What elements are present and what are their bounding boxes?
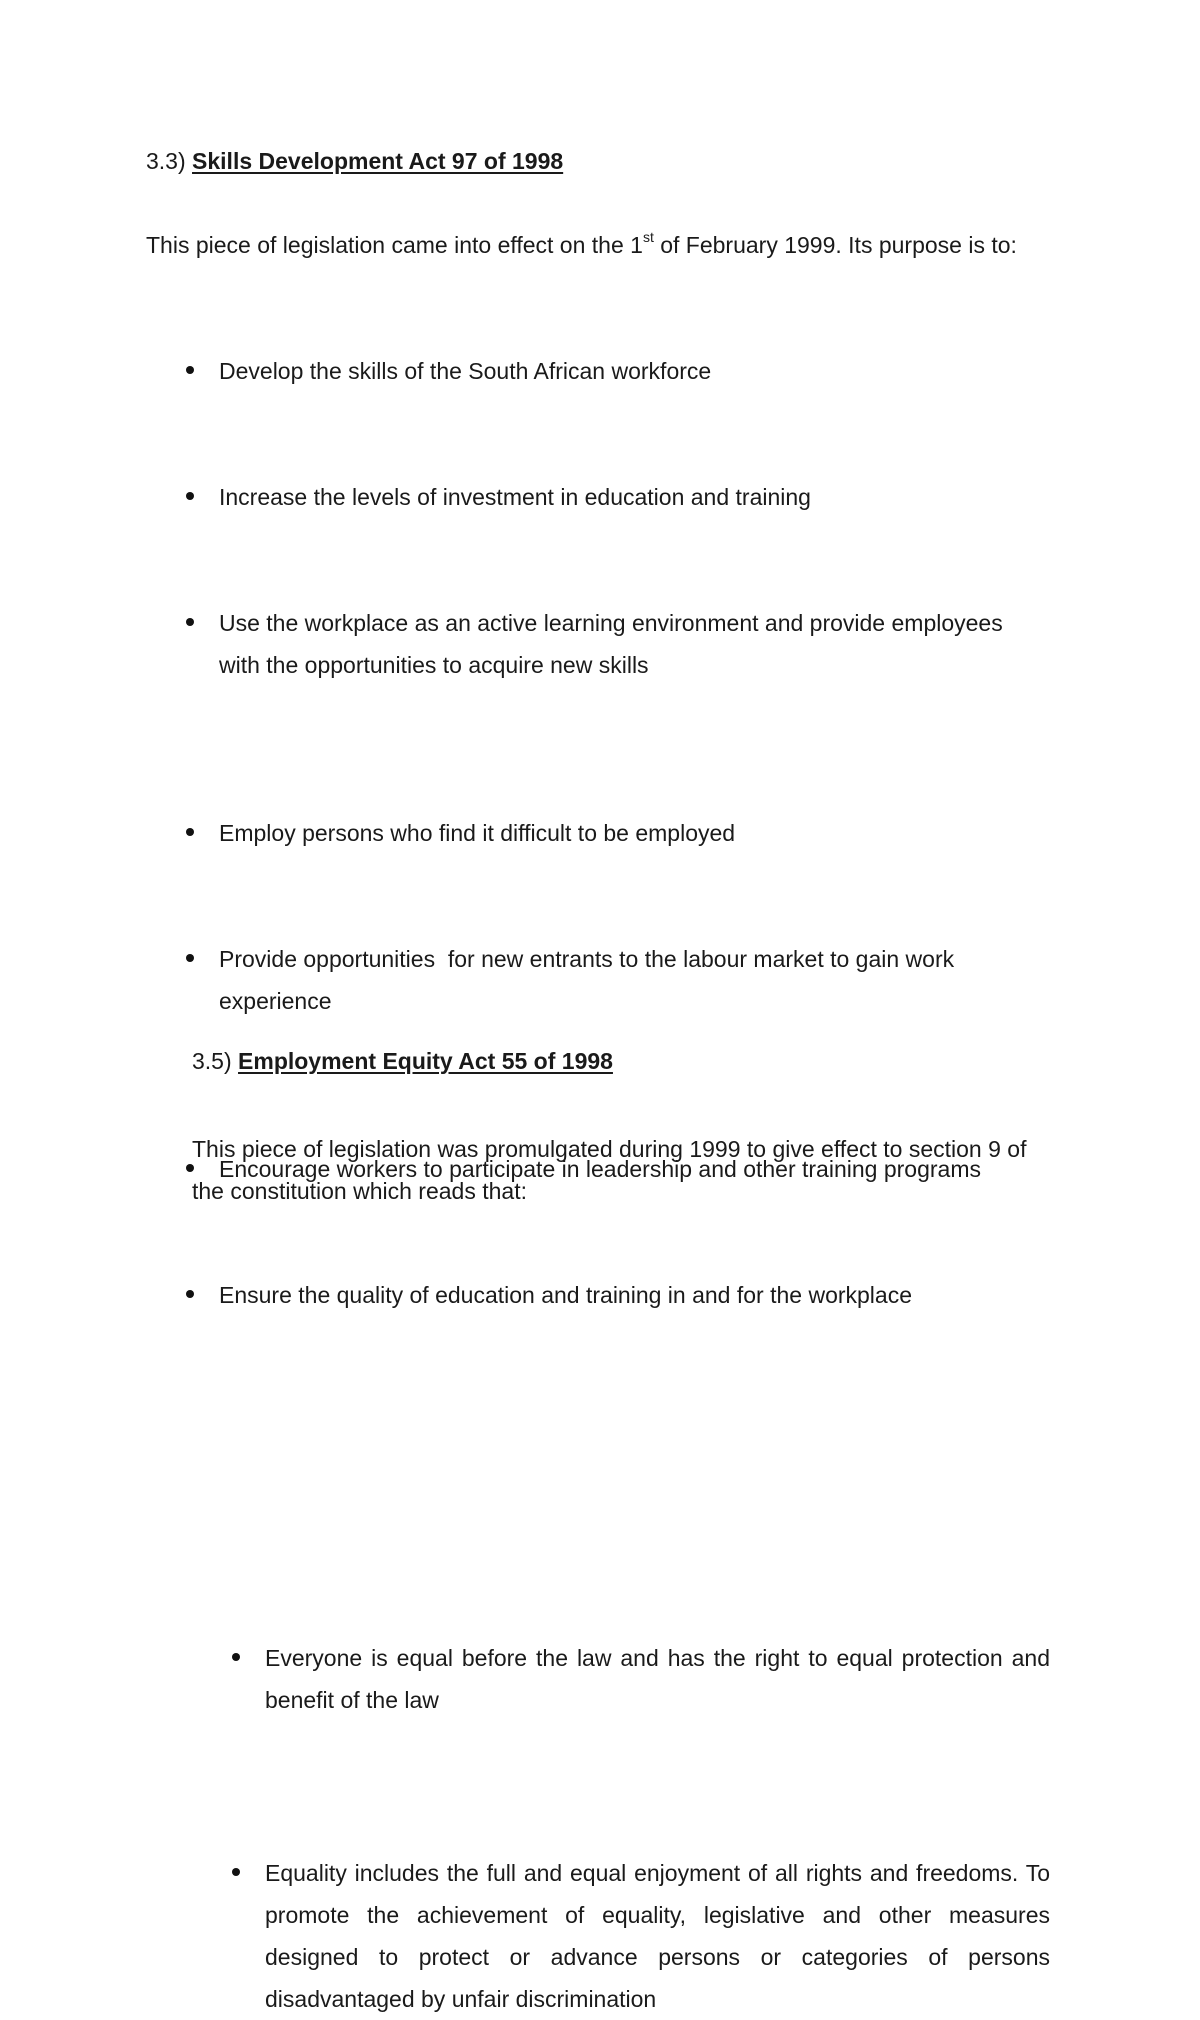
section-3-3-intro xyxy=(146,224,1046,266)
list-item-text: Everyone is equal before the law and has the right to equal protection and benefit of the law xyxy=(265,1645,1050,1713)
bullet-icon xyxy=(186,492,194,500)
section-3-5-intro: This piece of legislation was promulgated during 1999 to give effect to section 9 of the constitution which reads that: xyxy=(192,1136,1027,1204)
list-item-text: Equality includes the full and equal enjoyment of all rights and freedoms. To promote the achievement of equality, legislative and other measures designed to protect or advance persons or categories of persons disadvantaged by unfair discrimination xyxy=(265,1860,1050,2012)
bullet-icon xyxy=(186,1290,194,1298)
list-item-text: Encourage workers to participate in leadership and other training programs xyxy=(219,1156,981,1182)
list-item xyxy=(219,812,1049,854)
intro-superscript: st xyxy=(642,229,654,246)
list-item-text: Develop the skills of the South African workforce xyxy=(219,358,712,384)
bullet-icon xyxy=(186,828,194,836)
bullet-icon xyxy=(232,1868,240,1876)
list-item-text: Ensure the quality of education and training in and for the workplace xyxy=(219,1282,912,1308)
intro-text-end: of February 1999. Its purpose is to: xyxy=(653,232,1017,258)
list-item xyxy=(219,350,1049,392)
list-item xyxy=(265,1637,1050,1721)
list-item xyxy=(219,938,1049,1022)
list-item-text: Provide opportunities for new entrants to the labour market to gain work experience xyxy=(219,946,961,1014)
list-item xyxy=(219,476,1049,518)
section-3-3-title: Skills Development Act 97 of 1998 xyxy=(192,148,564,174)
list-item xyxy=(265,1852,1050,2020)
section-3-5-title: Employment Equity Act 55 of 1998 xyxy=(238,1048,613,1074)
section-3-3-heading xyxy=(146,140,1046,182)
section-3-3-number: 3.3) xyxy=(146,148,186,174)
section-3-5-number: 3.5) xyxy=(192,1048,232,1074)
bullet-icon xyxy=(186,618,194,626)
bullet-icon xyxy=(186,954,194,962)
bullet-icon xyxy=(186,366,194,374)
bullet-icon xyxy=(232,1653,240,1661)
list-item xyxy=(219,1274,1049,1316)
intro-text-start: This piece of legislation came into effect on the 1 xyxy=(146,232,643,258)
list-item xyxy=(219,602,1049,686)
list-item-text: Employ persons who find it difficult to be employed xyxy=(219,820,736,846)
list-item-text: Use the workplace as an active learning environment and provide employees with the opportunities to acquire new skills xyxy=(219,610,1003,678)
list-item-text: Increase the levels of investment in education and training xyxy=(219,484,811,510)
section-3-5-heading xyxy=(192,1040,1052,1082)
